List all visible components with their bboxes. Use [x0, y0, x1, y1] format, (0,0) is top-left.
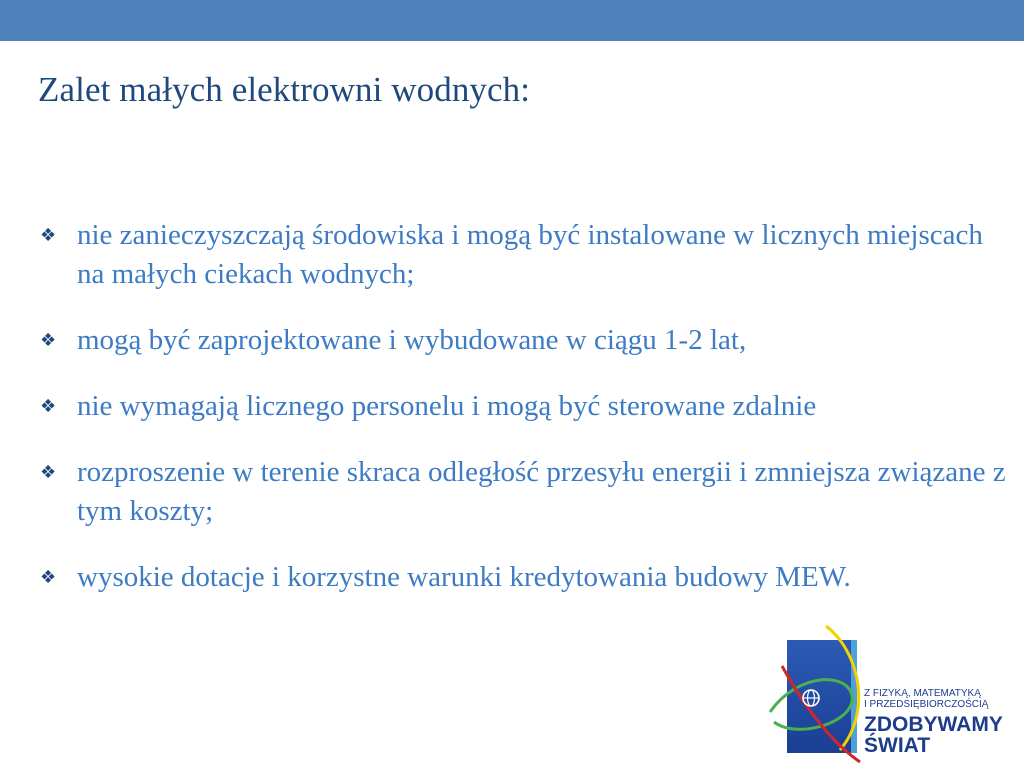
logo-tagline-line1: Z FIZYKĄ, MATEMATYKĄ — [864, 688, 981, 699]
bullet-text: nie zanieczyszczają środowiska i mogą być instalowane w licznych miejscach na małych ciekach wodnych; — [77, 219, 983, 290]
top-bar — [0, 0, 1024, 41]
diamond-bullet-icon: ❖ — [40, 462, 57, 483]
bullet-text: rozproszenie w terenie skraca odległość przesyłu energii i zmniejsza związane z tym koszty; — [77, 456, 1006, 527]
logo-name-line2: ŚWIAT — [864, 734, 931, 757]
bullet-text: mogą być zaprojektowane i wybudowane w ciągu 1-2 lat, — [77, 324, 747, 356]
logo-name-line1: ZDOBYWAMY — [864, 713, 1003, 736]
bullet-item — [40, 387, 1015, 426]
logo-blue-panel — [787, 640, 857, 753]
bullet-text: wysokie dotacje i korzystne warunki kredytowania budowy MEW. — [77, 561, 851, 593]
diamond-bullet-icon: ❖ — [40, 225, 57, 246]
diamond-bullet-icon: ❖ — [40, 396, 57, 417]
zdobywamy-swiat-logo — [768, 622, 1024, 768]
bullet-item — [40, 321, 1015, 360]
diamond-bullet-icon: ❖ — [40, 567, 57, 588]
bullet-text: nie wymagają licznego personelu i mogą być sterowane zdalnie — [77, 390, 817, 422]
bullet-item — [40, 216, 1015, 294]
bullet-item — [40, 453, 1015, 531]
logo-tagline-line2: I PRZEDSIĘBIORCZOŚCIĄ — [864, 699, 989, 710]
bullet-list — [40, 216, 1015, 624]
slide-title: Zalet małych elektrowni wodnych: — [38, 70, 531, 109]
diamond-bullet-icon: ❖ — [40, 330, 57, 351]
bullet-item — [40, 558, 1015, 597]
